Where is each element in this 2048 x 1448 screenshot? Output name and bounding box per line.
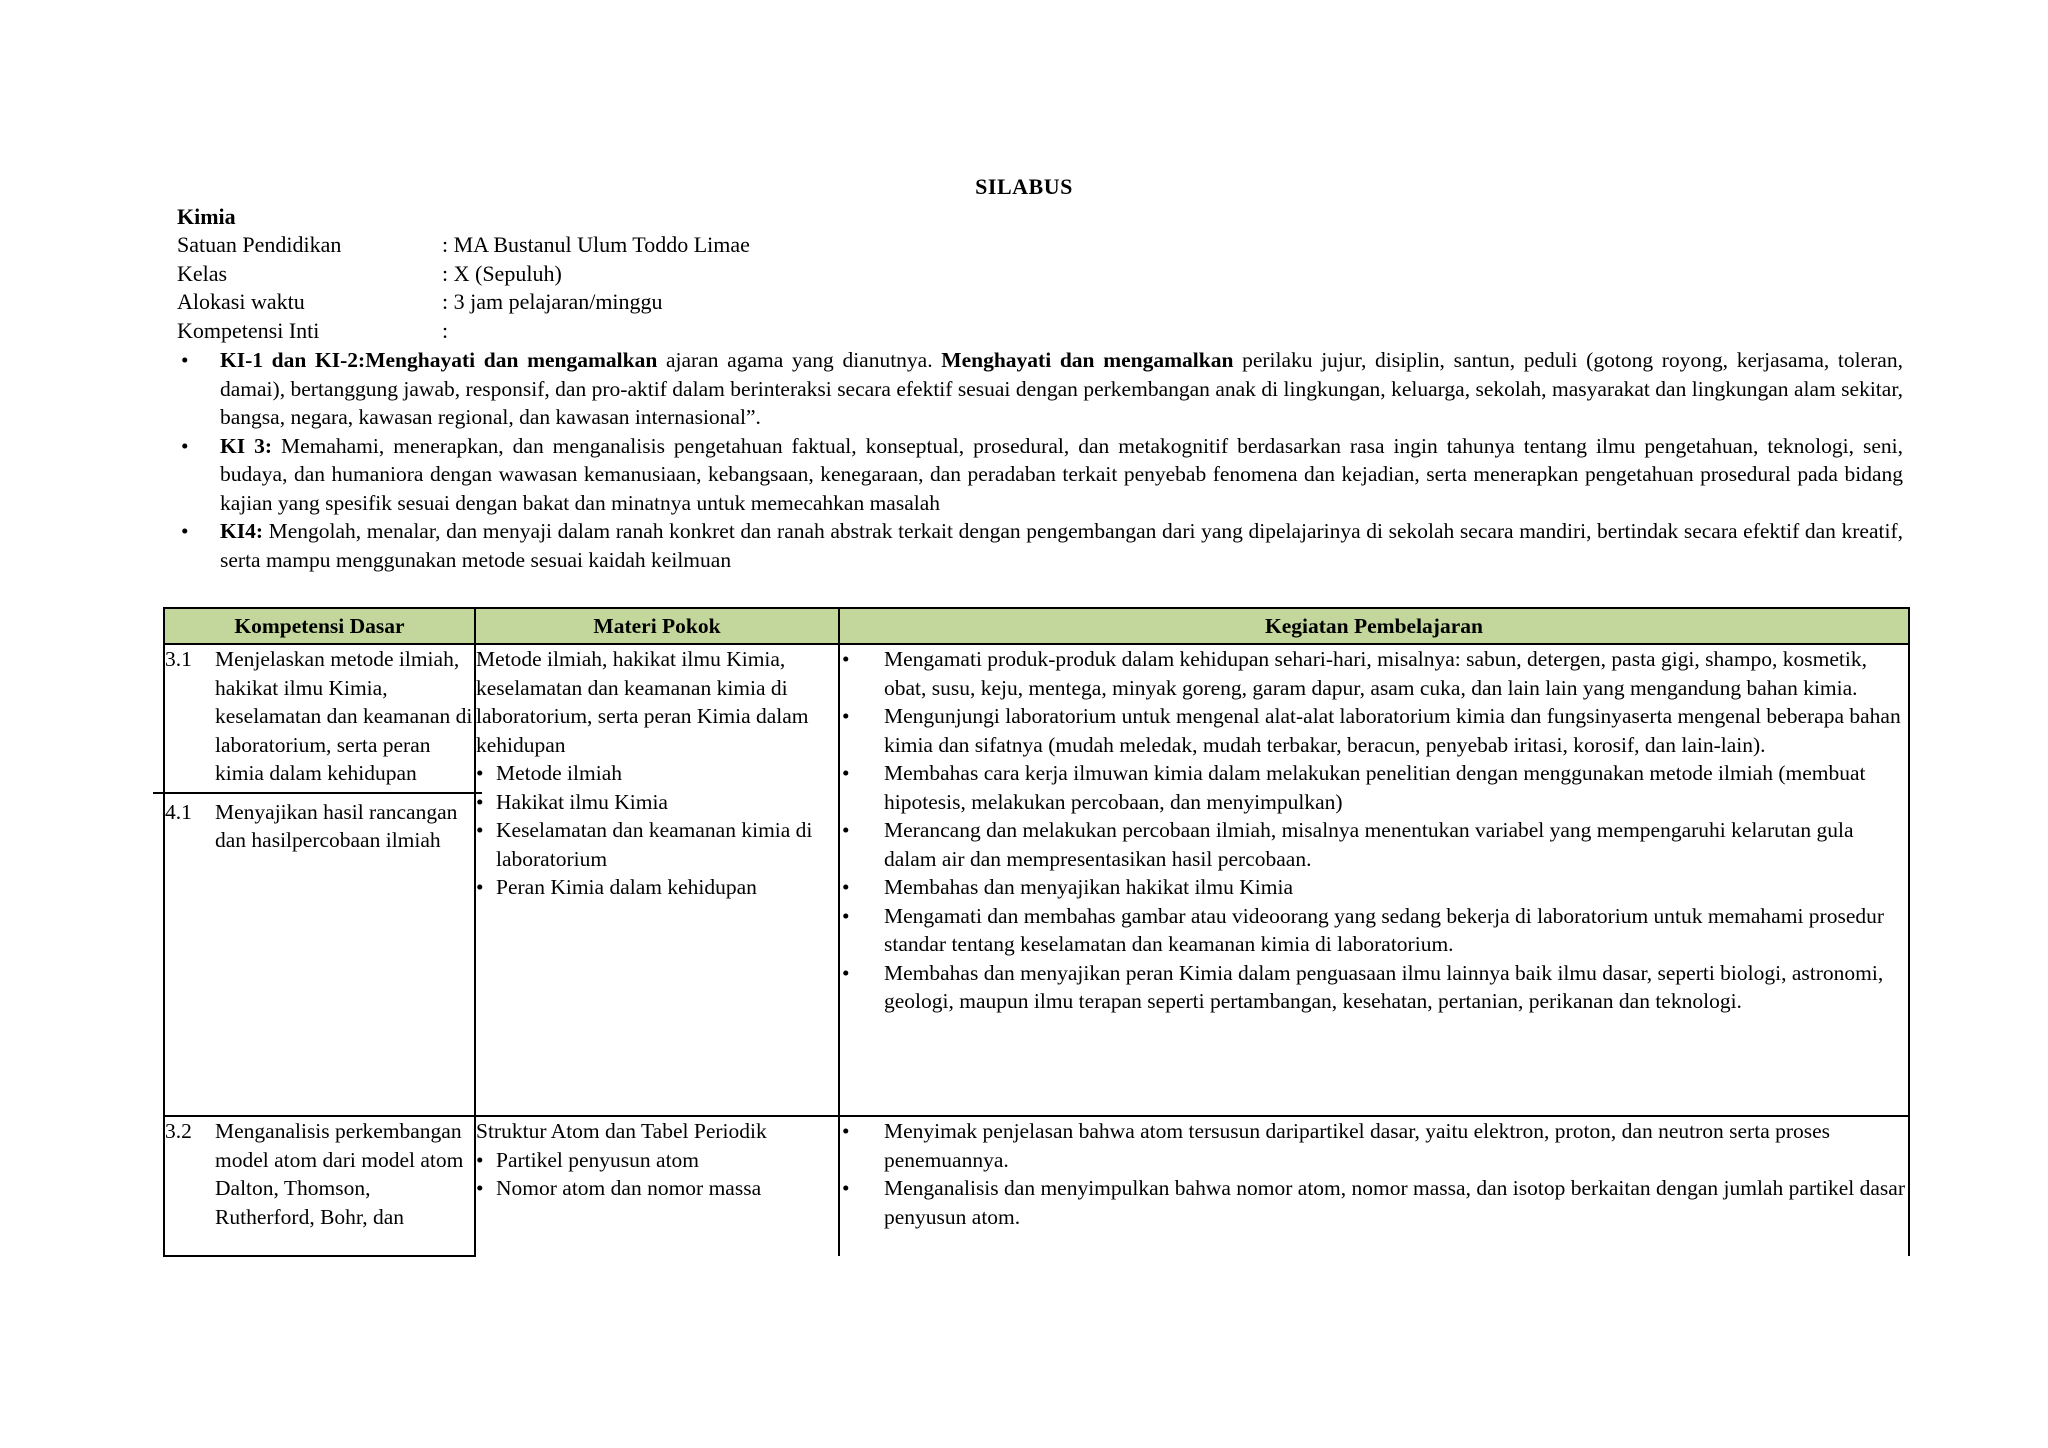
materi-item-text: Partikel penyusun atom [496, 1147, 700, 1172]
info-value: : MA Bustanul Ulum Toddo Limae [442, 232, 750, 257]
table-row [164, 1116, 1909, 1256]
ki-item-4 [177, 517, 1903, 574]
kegiatan-text: Membahas dan menyajikan hakikat ilmu Kimia [884, 875, 1293, 899]
kegiatan-text: Membahas cara kerja ilmuwan kimia dalam melakukan penelitian dengan menggunakan metode ilmiah (membuat hipotesis, melakukan percobaan, dan menyimpulkan) [884, 761, 1866, 814]
materi-intro: Struktur Atom dan Tabel Periodik [476, 1119, 767, 1143]
bullet-icon: • [476, 818, 484, 842]
kegiatan-text: Merancang dan melakukan percobaan ilmiah, misalnya menentukan variabel yang mempengaruhi kelarutan gula dalam air dan mempresentasikan hasil percobaan. [884, 818, 1854, 871]
info-value: : X (Sepuluh) [442, 261, 562, 286]
bullet-icon: • [476, 1176, 484, 1200]
bullet-icon: • [181, 348, 189, 372]
header-materi-pokok: Materi Pokok [475, 608, 839, 644]
bullet-icon: • [842, 960, 850, 985]
document-title: SILABUS [975, 174, 1073, 199]
kd-item [165, 1117, 474, 1231]
materi-item [476, 759, 838, 788]
ki-item-1-2 [177, 346, 1903, 432]
info-label: Satuan Pendidikan [177, 232, 342, 257]
syllabus-table [163, 607, 1910, 1257]
kegiatan-text: Membahas dan menyajikan peran Kimia dalam penguasaan ilmu lainnya baik ilmu dasar, seperti biologi, astronomi, geologi, maupun ilmu terapan seperti pertambangan, kesehatan, pertanian, perikanan dan teknologi. [884, 960, 1884, 1013]
bullet-icon: • [842, 1119, 850, 1143]
kd-number: 4.1 [165, 799, 192, 824]
bullet-icon: • [842, 761, 850, 785]
bullet-icon: • [842, 1176, 850, 1200]
kegiatan-text: Menyimak penjelasan bahwa atom tersusun daripartikel dasar, yaitu elektron, proton, dan neutron serta proses penemuannya. [884, 1119, 1831, 1172]
kegiatan-text: Mengamati dan membahas gambar atau videoorang yang sedang bekerja di laboratorium untuk memahami prosedur standar tentang keselamatan dan keamanan kimia di laboratorium. [884, 903, 1885, 956]
ki-text: perilaku jujur, disiplin, santun, peduli (gotong royong, kerjasama, toleran, damai), bertanggung jawab, responsif, dan pro-aktif dalam berinteraksi secara efektif sesuai dengan perkembangan anak di lingkungan, keluarga, sekolah, masyarakat dan lingkungan alam sekitar, bangsa, negara, kawasan regional, dan kawasan internasional”. [220, 348, 1903, 429]
kd-divider [153, 792, 482, 794]
kd-number: 3.2 [165, 1119, 192, 1143]
materi-item [476, 788, 838, 817]
materi-item-text: Nomor atom dan nomor massa [496, 1176, 762, 1200]
kegiatan-item [840, 1174, 1908, 1231]
materi-item [476, 1146, 838, 1175]
ki-text: Mengolah, menalar, dan menyaji dalam ranah konkret dan ranah abstrak terkait dengan pengembangan dari yang dipelajarinya di sekolah secara mandiri, bertindak secara efektif dan kreatif, serta mampu menggunakan metode sesuai kaidah keilmuan [220, 519, 1903, 572]
kegiatan-item [840, 902, 1908, 959]
subject-heading: Kimia [177, 204, 236, 229]
ki-label: KI-1 dan KI-2: [220, 348, 366, 372]
header-kegiatan-pembelajaran: Kegiatan Pembelajaran [839, 608, 1909, 644]
kegiatan-text: Menganalisis dan menyimpulkan bahwa nomor atom, nomor massa, dan isotop berkaitan dengan jumlah partikel dasar penyusun atom. [884, 1176, 1905, 1229]
kd-item [165, 645, 474, 788]
materi-item-text: Hakikat ilmu Kimia [496, 789, 668, 814]
materi-item [476, 816, 838, 873]
kd-text: Menjelaskan metode ilmiah, hakikat ilmu Kimia, keselamatan dan keamanan di laboratorium, serta peran kimia dalam kehidupan [215, 647, 473, 785]
ki-emphasis: Menghayati dan mengamalkan [365, 348, 658, 372]
ki-item-3 [177, 432, 1903, 518]
materi-item-text: Metode ilmiah [496, 761, 622, 785]
bullet-icon: • [476, 761, 484, 785]
table-header-row [164, 608, 1909, 644]
info-row-alokasi [177, 289, 1077, 317]
info-row-kompetensi [177, 318, 1077, 346]
kegiatan-item [840, 873, 1908, 902]
bullet-icon: • [476, 789, 484, 814]
kegiatan-text: Mengamati produk-produk dalam kehidupan sehari-hari, misalnya: sabun, detergen, pasta gigi, shampo, kosmetik, obat, susu, keju, mentega, minyak goreng, garam dapur, asam cuka, dan lain lain yang mengandung bahan kimia. [884, 647, 1867, 700]
info-row-satuan [177, 232, 1077, 260]
ki-text: Memahami, menerapkan, dan menganalisis pengetahuan faktual, konseptual, prosedural, dan metakognitif berdasarkan rasa ingin tahunya tentang ilmu pengetahuan, teknologi, seni, budaya, dan humaniora dengan wawasan kemanusiaan, kebangsaan, kenegaraan, dan peradaban terkait penyebab fenomena dan kejadian, serta menerapkan pengetahuan prosedural pada bidang kajian yang spesifik sesuai dengan bakat dan minatnya untuk memecahkan masalah [220, 433, 1903, 515]
kd-number: 3.1 [165, 647, 192, 671]
kegiatan-item [840, 759, 1908, 816]
info-label: Alokasi waktu [177, 289, 305, 314]
bullet-icon: • [476, 1147, 484, 1172]
bullet-icon: • [842, 818, 850, 842]
kd-text: Menyajikan hasil rancangan dan hasilpercobaan ilmiah [215, 799, 458, 852]
info-value: : 3 jam pelajaran/minggu [442, 289, 663, 314]
materi-item [476, 873, 838, 902]
kompetensi-inti-list [177, 346, 1903, 574]
bullet-icon: • [842, 647, 850, 671]
kegiatan-item [840, 702, 1908, 759]
ki-emphasis: Menghayati dan mengamalkan [941, 348, 1234, 372]
materi-item-text: Keselamatan dan keamanan kimia di laboratorium [496, 818, 813, 871]
bullet-icon: • [842, 704, 850, 728]
header-kompetensi-dasar: Kompetensi Dasar [164, 608, 475, 644]
info-value: : [442, 318, 449, 343]
materi-pokok-cell [475, 1116, 839, 1256]
info-label: Kompetensi Inti [177, 318, 320, 343]
kegiatan-pembelajaran-cell [839, 644, 1909, 1116]
bullet-icon: • [842, 875, 850, 899]
ki-label: KI 3: [220, 433, 272, 458]
kegiatan-text: Mengunjungi laboratorium untuk mengenal alat-alat laboratorium kimia dan fungsinyaserta mengenal beberapa bahan kimia dan sifatnya (mudah meledak, mudah terbakar, beracun, penyebab iritasi, korosif, dan lain-lain). [884, 704, 1901, 757]
kd-text: Menganalisis perkembangan model atom dari model atom Dalton, Thomson, Rutherford, Bohr, dan [215, 1119, 464, 1229]
ki-label: KI4: [220, 519, 263, 543]
table-row [164, 644, 1909, 1116]
kegiatan-item [840, 645, 1908, 702]
bullet-icon: • [181, 519, 189, 543]
kegiatan-item [840, 1117, 1908, 1174]
kegiatan-pembelajaran-cell [839, 1116, 1909, 1256]
ki-text: ajaran agama yang dianutnya. [657, 348, 942, 372]
info-label: Kelas [177, 261, 228, 286]
bullet-icon: • [181, 433, 189, 458]
kegiatan-item [840, 816, 1908, 873]
materi-item-text: Peran Kimia dalam kehidupan [496, 875, 757, 899]
materi-item [476, 1174, 838, 1203]
materi-pokok-cell [475, 644, 839, 1116]
bullet-icon: • [842, 903, 850, 928]
kegiatan-item [840, 959, 1908, 1016]
materi-intro: Metode ilmiah, hakikat ilmu Kimia, keselamatan dan keamanan kimia di laboratorium, serta peran Kimia dalam kehidupan [476, 647, 809, 757]
info-row-kelas [177, 261, 1077, 289]
kd-item [165, 798, 474, 855]
kompetensi-dasar-cell [164, 644, 475, 1116]
bullet-icon: • [476, 875, 484, 899]
kompetensi-dasar-cell [164, 1116, 475, 1256]
